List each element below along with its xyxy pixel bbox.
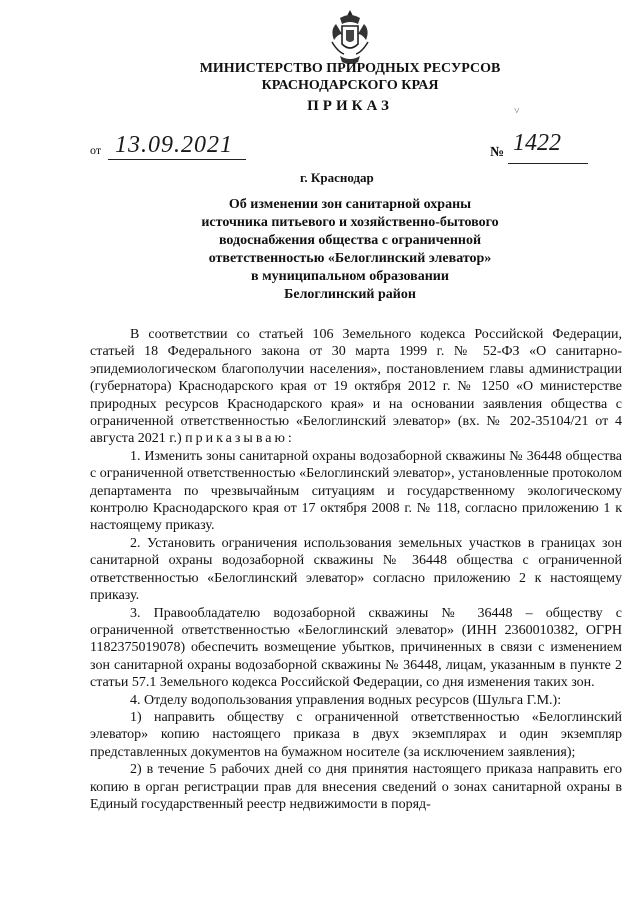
paragraph-4-1: 1) направить обществу с ограниченной ответственностью «Белоглинский элеватор» копию настоящего приказа в двух экземплярах и один экземпляр представленных документов на бумажном носителе (за исключением заявления); — [90, 709, 622, 760]
handwritten-date: 13.09.2021 — [115, 132, 233, 158]
subject-line-3: водоснабжения общества с ограниченной — [218, 233, 482, 248]
subject-line-6: Белоглинский район — [284, 287, 416, 302]
doc-type-title: ПРИКАЗ — [307, 98, 393, 114]
paragraph-2: 2. Установить ограничения использования земельных участков в границах зон санитарной охраны водозаборной скважины № 36448 общества с ограниченной ответственностью «Белоглинский элеватор» согласно приложению 2 к настоящему приказу. — [90, 535, 622, 604]
subject-line-2: источника питьевого и хозяйственно-бытового — [201, 215, 499, 230]
intro-text: В соответствии со статьей 106 Земельного кодекса Российской Федерации, статьей 18 Федерального закона от 30 марта 1999 г. № 52-ФЗ «О санитарно-эпидемиологическом благополучии населения», постановлением главы администрации (губернатора) Краснодарского края от 19 октября 2012 г. № 1250 «О министерстве природных ресурсов Краснодарского края» и на основании заявления общества с ограниченной ответственностью «Белоглинский элеватор» (вх. № 202-35104/21 от 4 августа 2021 г.) — [90, 327, 622, 447]
ministry-line-1: МИНИСТЕРСТВО ПРИРОДНЫХ РЕСУРСОВ — [199, 61, 501, 76]
intro-paragraph — [90, 326, 622, 448]
date-underline — [108, 159, 246, 160]
coat-of-arms-emblem — [326, 8, 374, 66]
scan-mark: ˅ — [514, 106, 520, 117]
paragraph-4-2: 2) в течение 5 рабочих дней со дня принятия настоящего приказа направить его копию в орган регистрации прав для внесения сведений о зонах санитарной охраны в Единый государственный реестр недвижимости в поряд- — [90, 762, 622, 812]
paragraph-3: 3. Правообладателю водозаборной скважины № 36448 – обществу с ограниченной ответственностью «Белоглинский элеватор» (ИНН 2360010382, ОГРН 1182375019078) обеспечить возмещение убытков, причиненных в связи с изменением зон санитарной охраны водозаборной скважины № 36448, лицам, указанным в пункте 2 статьи 57.1 Земельного кодекса Российской Федерации, со дня изменения таких зон. — [90, 605, 622, 691]
number-underline — [508, 163, 588, 164]
handwritten-number: 1422 — [513, 130, 561, 156]
paragraph-1: 1. Изменить зоны санитарной охраны водозаборной скважины № 36448 общества с ограниченной ответственностью «Белоглинский элеватор», установленные протоколом департамента по чрезвычайным ситуациям и государственному экологическому контролю Краснодарского края от 17 октября 2008 г. № 118, согласно приложению 1 к настоящему приказу. — [90, 448, 622, 534]
ministry-name — [150, 60, 550, 94]
subject-line-1: Об изменении зон санитарной охраны — [228, 197, 472, 212]
order-body — [90, 326, 622, 813]
city: г. Краснодар — [300, 170, 374, 185]
date-label: от — [90, 143, 102, 157]
paragraph-4: 4. Отделу водопользования управления водных ресурсов (Шульга Г.М.): — [130, 692, 562, 708]
number-label: № — [490, 145, 505, 160]
subject-line-4: ответственностью «Белоглинский элеватор» — [208, 251, 492, 266]
order-subject — [160, 196, 540, 304]
order-word: приказываю: — [185, 431, 295, 447]
subject-line-5: в муниципальном образовании — [251, 269, 449, 284]
ministry-line-2: КРАСНОДАРСКОГО КРАЯ — [261, 78, 439, 93]
